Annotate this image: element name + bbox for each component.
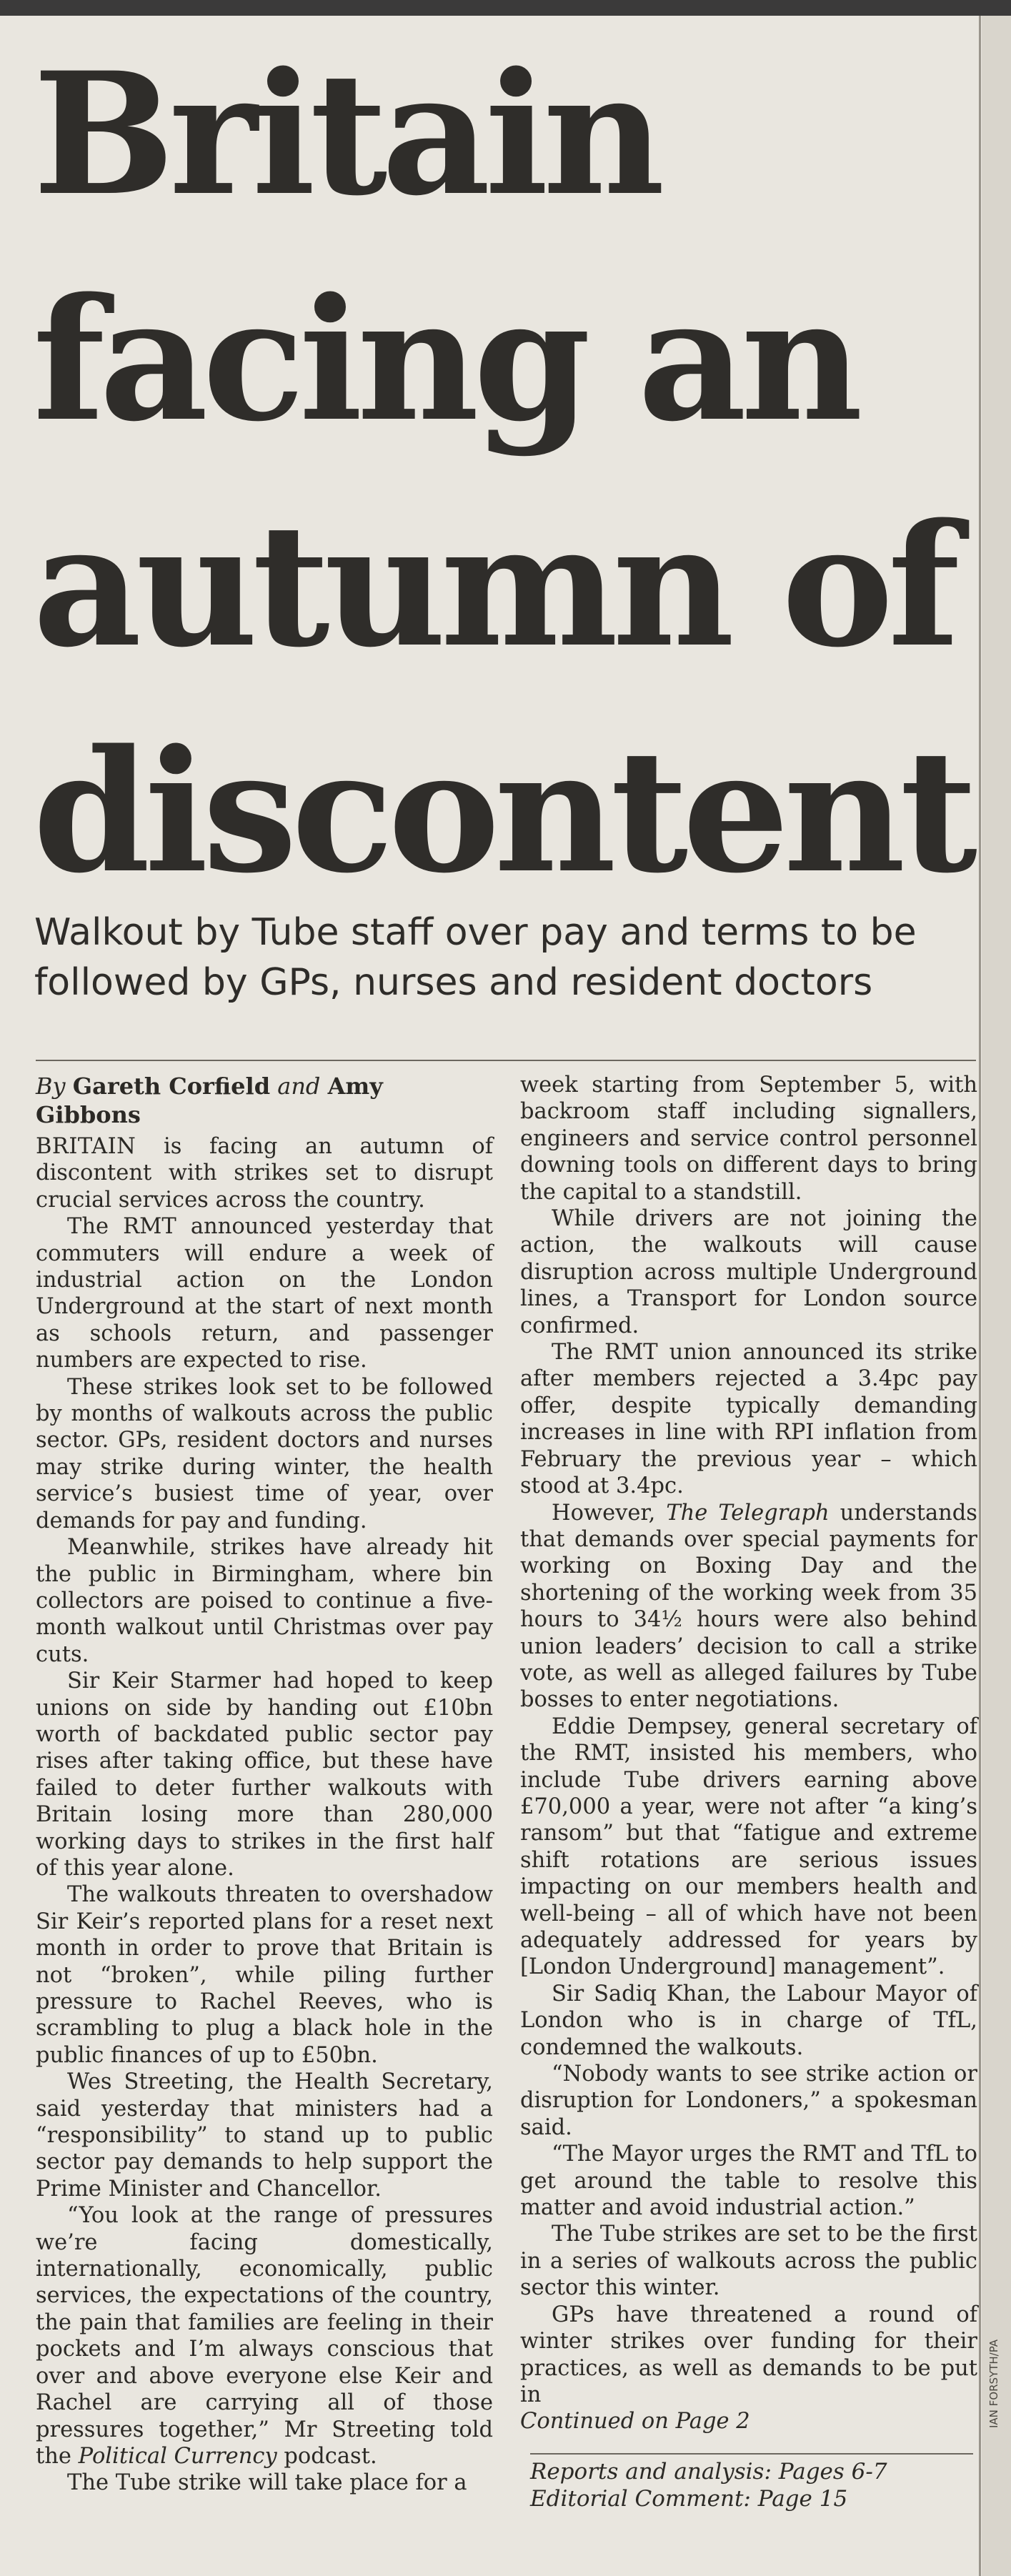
standfirst: Walkout by Tube staff over pay and terms to be followed by GPs, nurses and resident doctors — [34, 911, 917, 1004]
body-paragraph: Wes Streeting, the Health Secretary, said yesterday that ministers had a “responsibility” to stand up to public sector pay demands to help support the Prime Minister and Chancellor. — [36, 2069, 493, 2202]
body-paragraph: “Nobody wants to see strike action or disruption for Londoners,” a spokesman said. — [520, 2062, 977, 2140]
continued-line: Continued on Page 2 — [520, 2409, 750, 2435]
body-paragraph: The Tube strike will take place for a — [67, 2470, 467, 2496]
byline-by: By — [36, 1073, 66, 1100]
body-paragraph: These strikes look set to be followed by months of walkouts across the public sector. GPs, resident doctors and nurses may strike during winter, the health service’s busiest time of year, over demands for pay and funding. — [36, 1374, 493, 1533]
headline: Britain facing an autumn of discontent — [33, 36, 972, 910]
body-paragraph: Meanwhile, strikes have already hit the public in Birmingham, where bin collectors are poised to continue a five-month walkout until Christmas over pay cuts. — [36, 1535, 493, 1667]
cross-references — [530, 2458, 973, 2512]
body-paragraph: Sir Sadiq Khan, the Labour Mayor of London who is in charge of TfL, condemned the walkouts. — [520, 1981, 977, 2060]
body-paragraph: week starting from September 5, with backroom staff including signallers, engineers and service control personnel downing tools on different days to bring the capital to a standstill. — [520, 1073, 977, 1205]
editorial-reference: Editorial Comment: Page 15 — [530, 2486, 848, 2512]
body-paragraph: GPs have threatened a round of winter strikes over funding for their practices, as well as demands to be put in — [520, 2302, 977, 2407]
lede-text: is facing an autumn of discontent with strikes set to disrupt crucial services across the country. — [36, 1134, 493, 1213]
article-column-right — [520, 1072, 977, 2435]
paragraph-rest: understands that demands over special payments for working on Boxing Day and the shortening of the working week from 35 hours to 34½ hours were also behind union leaders’ decision to call a strike vote, as well as alleged failures by Tube bosses to enter negotiations. — [520, 1500, 977, 1713]
byline — [36, 1072, 493, 1129]
body-paragraph: “The Mayor urges the RMT and TfL to get around the table to resolve this matter and avoid industrial action.” — [520, 2142, 977, 2221]
body-paragraph — [36, 2202, 493, 2470]
body-paragraph: Eddie Dempsey, general secretary of the RMT, insisted his members, who include Tube drivers earning above £70,000 a year, were not after “a king’s ransom” but that “fatigue and extreme shift rotations are serious issues impacting on our members health and well-being – all of which have not been adequately addressed for years by [London Underground] management”. — [520, 1714, 977, 1980]
scan-top-band — [0, 0, 1011, 16]
body-paragraph: While drivers are not joining the action, the walkouts will cause disruption across multiple Underground lines, a Transport for London source confirmed. — [520, 1206, 977, 1338]
lede-caps: BRITAIN — [36, 1134, 136, 1159]
refs-rule — [530, 2453, 973, 2455]
body-paragraph: Sir Keir Starmer had hoped to keep unions on side by handing out £10bn worth of backdated public sector pay rises after taking office, but these have failed to deter further walkouts with Britain losing more than 280,000 working days to strikes in the first half of this year alone. — [36, 1669, 493, 1881]
body-paragraph: The RMT announced yesterday that commuters will endure a week of industrial action on the London Underground at the start of next month as schools return, and passenger numbers are expected to rise. — [36, 1214, 493, 1373]
lede-paragraph — [36, 1133, 493, 1213]
article-column-left — [36, 1072, 493, 2497]
body-paragraph — [520, 1500, 977, 1714]
adjacent-page-edge — [982, 16, 1011, 2576]
however-text: However, — [552, 1500, 667, 1526]
column-divider-rule — [979, 16, 981, 2576]
body-paragraph: The RMT union announced its strike after members rejected a 3.4pc pay offer, despite typically demanding increases in line with RPI inflation from February the previous year – which stood at 3.4pc. — [520, 1340, 977, 1499]
byline-and: and — [277, 1073, 321, 1100]
podcast-title: Political Currency — [78, 2443, 277, 2469]
photo-credit: IAN FORSYTH/PA — [987, 2339, 1000, 2428]
byline-author-1: Gareth Corfield — [72, 1073, 271, 1100]
reports-reference: Reports and analysis: Pages 6-7 — [530, 2459, 887, 2485]
byline-author-2: Amy Gibbons — [36, 1073, 383, 1128]
body-paragraph: The walkouts threaten to overshadow Sir Keir’s reported plans for a reset next month in order to prove that Britain is not “broken”, while piling further pressure to Rachel Reeves, who is scrambling to plug a black hole in the public finances of up to £50bn. — [36, 1882, 493, 2068]
body-paragraph: The Tube strikes are set to be the first in a series of walkouts across the public sector this winter. — [520, 2222, 977, 2301]
quote-end: podcast. — [277, 2443, 377, 2469]
standfirst-rule — [36, 1060, 976, 1061]
quote-text: “You look at the range of pressures we’re facing domestically, internationally, economically, public services, the expectations of the country, the pain that families are feeling in their pockets and I’m always conscious that over and above everyone else Keir and Rachel are carrying all of those pressures together,” Mr Streeting told the — [36, 2203, 493, 2469]
telegraph-name: The Telegraph — [666, 1500, 830, 1526]
